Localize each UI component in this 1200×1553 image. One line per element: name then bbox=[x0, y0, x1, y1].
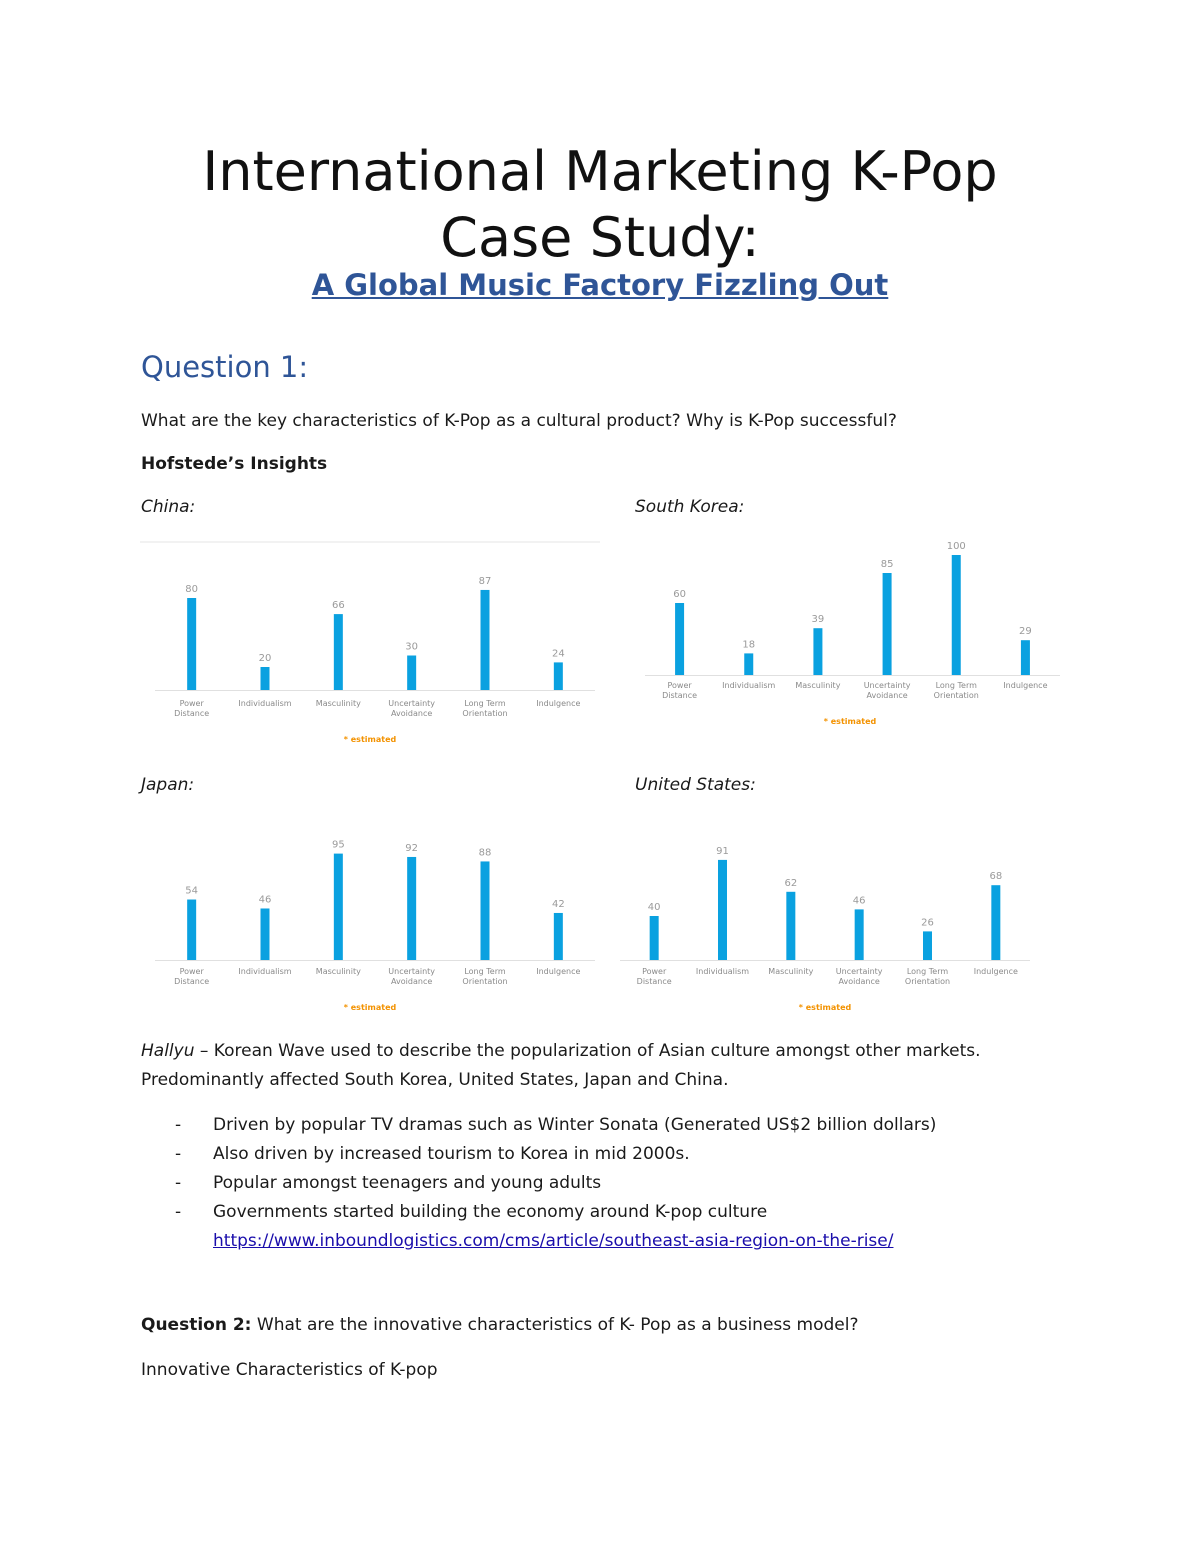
bullet-dash: - bbox=[175, 1202, 182, 1222]
list-item-text: Governments started building the economy around K-pop culture bbox=[213, 1202, 768, 1222]
chart-bar bbox=[481, 590, 490, 690]
chart-category-label: Uncertainty Avoidance bbox=[388, 699, 436, 718]
list-item-text: Driven by popular TV dramas such as Winter Sonata (Generated US$2 billion dollars) bbox=[213, 1115, 937, 1135]
chart-category-label: Individualism bbox=[238, 699, 292, 708]
chart-category-label: Individualism bbox=[722, 681, 776, 690]
chart-bar bbox=[786, 892, 795, 960]
chart-bar bbox=[481, 861, 490, 960]
chart-value-label: 42 bbox=[551, 898, 565, 910]
chart-category-label: Individualism bbox=[695, 967, 750, 976]
question-1-text: What are the key characteristics of K-Pop as a cultural product? Why is K-Pop successful? bbox=[141, 411, 897, 431]
chart-bar bbox=[813, 628, 822, 675]
chart-bar bbox=[554, 662, 563, 690]
list-item bbox=[175, 1140, 936, 1169]
chart-category-label: Power Distance bbox=[636, 967, 672, 986]
list-item bbox=[175, 1198, 936, 1256]
question-2-text: What are the innovative characteristics of K- Pop as a business model? bbox=[251, 1315, 859, 1335]
chart-value-label: 92 bbox=[405, 842, 419, 854]
chart-bar bbox=[334, 854, 343, 960]
chart-bar bbox=[923, 931, 932, 960]
chart-label-united-states: United States: bbox=[635, 775, 756, 795]
chart-south-korea bbox=[635, 535, 1065, 730]
chart-footnote: * estimated bbox=[823, 717, 877, 726]
chart-bar bbox=[855, 909, 864, 960]
chart-bar bbox=[187, 598, 196, 690]
chart-bar bbox=[407, 656, 416, 691]
chart-category-label: Uncertainty Avoidance bbox=[388, 967, 436, 986]
chart-value-label: 26 bbox=[921, 917, 934, 929]
chart-bar bbox=[261, 667, 270, 690]
chart-china bbox=[140, 530, 600, 750]
hallyu-definition: – Korean Wave used to describe the popularization of Asian culture amongst other markets. bbox=[194, 1041, 981, 1061]
chart-label-south-korea: South Korea: bbox=[635, 497, 745, 517]
chart-value-label: 68 bbox=[989, 871, 1003, 883]
chart-bar bbox=[187, 900, 196, 960]
hallyu-bullet-list bbox=[175, 1111, 936, 1256]
chart-value-label: 39 bbox=[811, 614, 825, 626]
chart-category-label: Indulgence bbox=[536, 967, 581, 976]
chart-category-label: Masculinity bbox=[768, 967, 814, 976]
chart-footnote: * estimated bbox=[798, 1003, 852, 1012]
chart-category-label: Power Distance bbox=[174, 967, 210, 986]
bullet-dash: - bbox=[175, 1115, 182, 1135]
list-item bbox=[175, 1169, 936, 1198]
chart-category-label: Long Term Orientation bbox=[462, 699, 508, 718]
innovative-characteristics-heading: Innovative Characteristics of K-pop bbox=[141, 1360, 438, 1380]
question-2-label: Question 2: bbox=[141, 1315, 252, 1335]
chart-value-label: 46 bbox=[258, 894, 272, 906]
hallyu-term: Hallyu bbox=[141, 1041, 195, 1061]
chart-value-label: 29 bbox=[1019, 626, 1032, 638]
chart-bar bbox=[675, 603, 684, 675]
chart-category-label: Uncertainty Avoidance bbox=[835, 967, 883, 986]
chart-bar bbox=[744, 653, 753, 675]
bullet-dash: - bbox=[175, 1173, 182, 1193]
chart-category-label: Indulgence bbox=[1003, 681, 1048, 690]
chart-category-label: Power Distance bbox=[662, 681, 698, 700]
chart-value-label: 54 bbox=[185, 885, 199, 897]
chart-category-label: Indulgence bbox=[973, 967, 1018, 976]
chart-bar bbox=[883, 573, 892, 675]
chart-bar bbox=[407, 857, 416, 960]
list-item-text: Popular amongst teenagers and young adults bbox=[213, 1173, 602, 1193]
chart-value-label: 30 bbox=[405, 641, 419, 653]
chart-footnote: * estimated bbox=[343, 735, 397, 744]
hofstede-heading: Hofstede’s Insights bbox=[141, 454, 328, 474]
chart-value-label: 85 bbox=[880, 559, 894, 570]
chart-category-label: Individualism bbox=[238, 967, 292, 976]
list-item-text: Also driven by increased tourism to Korea in mid 2000s. bbox=[213, 1144, 690, 1164]
chart-value-label: 24 bbox=[551, 648, 565, 660]
chart-value-label: 40 bbox=[647, 902, 661, 913]
document-subtitle: A Global Music Factory Fizzling Out bbox=[311, 268, 889, 302]
hallyu-paragraph bbox=[141, 1040, 981, 1062]
chart-value-label: 46 bbox=[852, 895, 866, 907]
chart-category-label: Uncertainty Avoidance bbox=[863, 681, 911, 700]
chart-value-label: 87 bbox=[478, 575, 492, 587]
chart-category-label: Long Term Orientation bbox=[933, 681, 979, 700]
question-1-heading: Question 1: bbox=[141, 350, 309, 384]
title-line-2: Case Study: bbox=[440, 206, 760, 269]
chart-category-label: Masculinity bbox=[315, 699, 361, 708]
chart-bar bbox=[334, 614, 343, 690]
chart-value-label: 88 bbox=[478, 847, 492, 859]
chart-value-label: 80 bbox=[185, 584, 199, 595]
bullet-dash: - bbox=[175, 1144, 182, 1164]
chart-category-label: Masculinity bbox=[315, 967, 361, 976]
chart-japan bbox=[140, 830, 600, 1015]
chart-category-label: Long Term Orientation bbox=[904, 967, 951, 986]
chart-label-japan: Japan: bbox=[141, 775, 195, 795]
chart-bar bbox=[650, 916, 659, 960]
chart-united-states bbox=[615, 835, 1035, 1015]
chart-bar bbox=[1021, 640, 1030, 675]
chart-value-label: 62 bbox=[784, 877, 798, 889]
chart-value-label: 66 bbox=[331, 600, 345, 612]
chart-bar bbox=[718, 860, 727, 960]
chart-value-label: 95 bbox=[331, 839, 345, 851]
chart-category-label: Long Term Orientation bbox=[462, 967, 508, 986]
chart-bar bbox=[554, 913, 563, 960]
chart-value-label: 100 bbox=[946, 541, 966, 552]
chart-bar bbox=[952, 555, 961, 675]
hallyu-paragraph-line-2: Predominantly affected South Korea, United States, Japan and China. bbox=[141, 1070, 729, 1090]
chart-value-label: 91 bbox=[716, 845, 729, 857]
chart-category-label: Masculinity bbox=[795, 681, 841, 690]
chart-value-label: 60 bbox=[673, 589, 686, 600]
chart-value-label: 18 bbox=[742, 639, 756, 651]
source-link[interactable]: https://www.inboundlogistics.com/cms/article/southeast-asia-region-on-the-rise/ bbox=[213, 1231, 894, 1251]
chart-label-china: China: bbox=[141, 497, 196, 517]
title-line-1: International Marketing K-Pop bbox=[202, 140, 998, 203]
list-item bbox=[175, 1111, 936, 1140]
chart-bar bbox=[991, 885, 1000, 960]
question-2-paragraph bbox=[141, 1314, 859, 1336]
chart-footnote: * estimated bbox=[343, 1003, 397, 1012]
chart-bar bbox=[261, 908, 270, 960]
chart-value-label: 20 bbox=[258, 653, 272, 664]
chart-category-label: Indulgence bbox=[536, 699, 581, 708]
chart-category-label: Power Distance bbox=[174, 699, 210, 718]
